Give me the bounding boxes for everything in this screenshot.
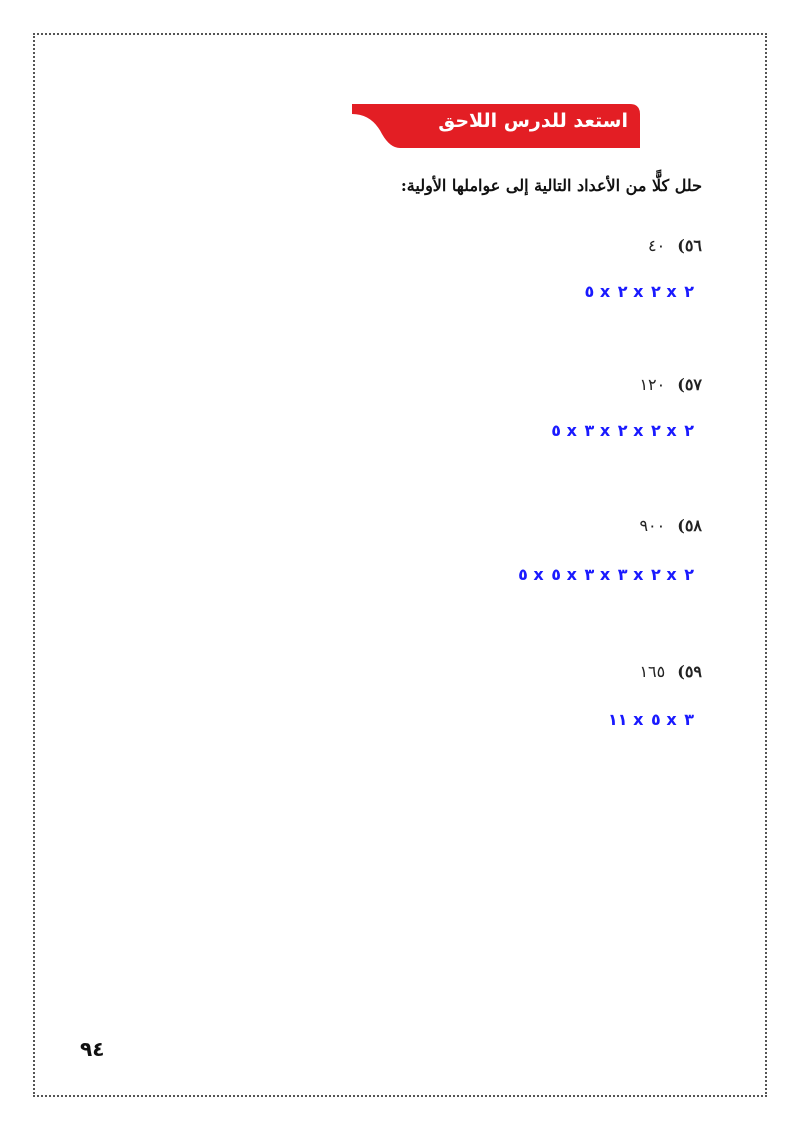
problem-value: ٩٠٠: [639, 516, 666, 535]
problem-number: ٥٦): [677, 236, 702, 255]
page-number: ٩٤: [80, 1037, 105, 1061]
answer-57: ٥ x ٣ x ٢ x ٢ x ٢: [551, 421, 694, 440]
problem-58: [639, 516, 702, 535]
problem-number: ٥٨): [677, 516, 702, 535]
problem-59: [639, 662, 702, 681]
problem-number: ٥٧): [677, 375, 702, 394]
problem-value: ١٢٠: [639, 375, 666, 394]
problem-56: [648, 236, 702, 255]
problem-value: ٤٠: [648, 236, 666, 255]
section-banner: [352, 104, 640, 148]
instruction-text: حلل كلًّا من الأعداد التالية إلى عواملها الأولية:: [400, 176, 702, 195]
problem-value: ١٦٥: [639, 662, 666, 681]
banner-title: استعد للدرس اللاحق: [438, 110, 628, 132]
answer-58: ٥ x ٥ x ٣ x ٣ x ٢ x ٢: [518, 565, 694, 584]
answer-56: ٥ x ٢ x ٢ x ٢: [584, 282, 694, 301]
problem-57: [639, 375, 702, 394]
problem-number: ٥٩): [677, 662, 702, 681]
answer-59: ١١ x ٥ x ٣: [608, 710, 694, 729]
